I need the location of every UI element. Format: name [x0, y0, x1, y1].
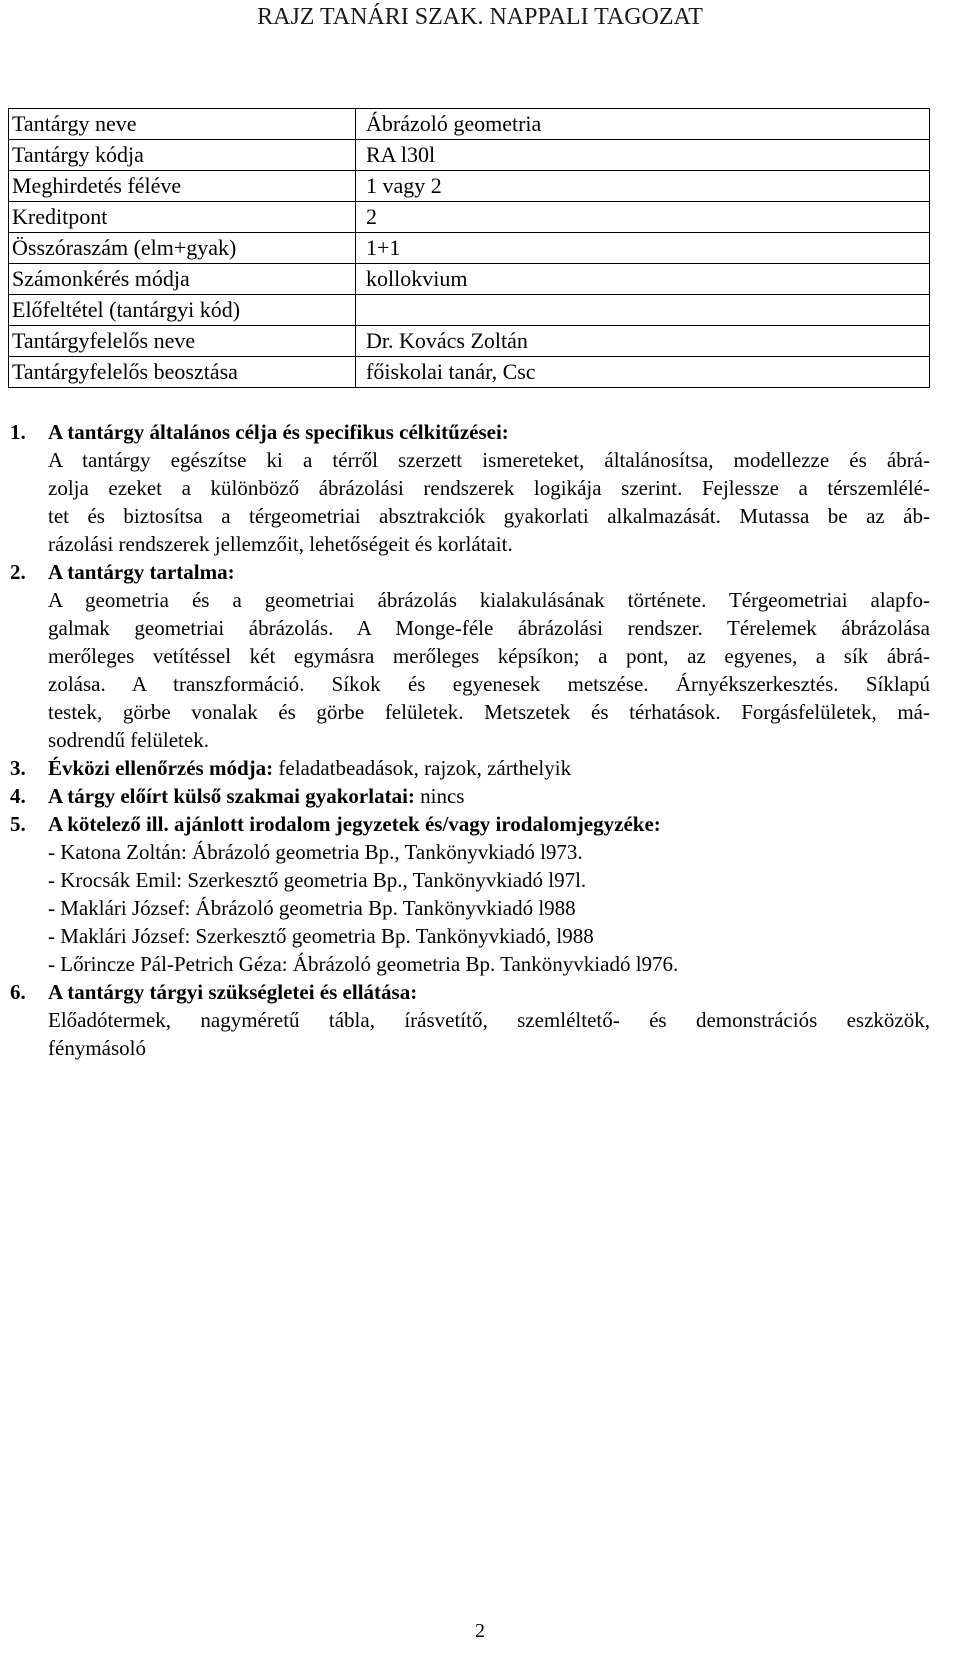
section-text: feladatbeadások, rajzok, zárthelyik — [273, 756, 572, 780]
literature-item: - Maklári József: Szerkesztő geometria Bp. Tankönyvkiadó, l988 — [48, 924, 594, 948]
row-label: Tantárgy kódja — [9, 140, 356, 171]
table-row — [9, 326, 930, 357]
table-row — [9, 264, 930, 295]
table-row — [9, 140, 930, 171]
paragraph-line: sodrendű felületek. — [48, 728, 209, 752]
table-row — [9, 171, 930, 202]
section-number: 3. — [10, 756, 26, 780]
section-number: 2. — [10, 560, 26, 584]
row-label: Tantárgyfelelős beosztása — [9, 357, 356, 388]
page-number: 2 — [475, 1620, 485, 1642]
literature-item: - Maklári József: Ábrázoló geometria Bp. Tankönyvkiadó l988 — [48, 896, 576, 920]
table-row — [9, 357, 930, 388]
section-3-heading — [10, 754, 571, 782]
section-number: 5. — [10, 812, 26, 836]
section-title: A tantárgy tárgyi szükségletei és ellátása: — [48, 980, 418, 1004]
row-label: Összóraszám (elm+gyak) — [9, 233, 356, 264]
section-2-heading — [10, 558, 235, 586]
section-title: A tantárgy tartalma: — [48, 560, 235, 584]
row-value: RA l30l — [356, 140, 930, 171]
section-5-heading — [10, 810, 661, 838]
table-row — [9, 295, 930, 326]
section-title: A tantárgy általános célja és specifikus célkitűzései: — [48, 420, 509, 444]
row-value: főiskolai tanár, Csc — [356, 357, 930, 388]
paragraph-line: rázolási rendszerek jellemzőit, lehetőségeit és korlátait. — [48, 532, 513, 556]
section-4-heading — [10, 782, 464, 810]
row-label: Tantárgyfelelős neve — [9, 326, 356, 357]
course-info-table — [8, 108, 930, 388]
row-label: Kreditpont — [9, 202, 356, 233]
literature-item: - Katona Zoltán: Ábrázoló geometria Bp., Tankönyvkiadó l973. — [48, 840, 583, 864]
table-row — [9, 109, 930, 140]
section-text: nincs — [414, 784, 465, 808]
paragraph-line: zolása. A transzformáció. Síkok és egyenesek metszése. Árnyékszerkesztés. Síklapú — [48, 672, 930, 696]
table-row — [9, 202, 930, 233]
paragraph-line: A tantárgy egészítse ki a térről szerzett ismereteket, általánosítsa, modellezze és ábrá- — [48, 448, 930, 472]
section-title: Évközi ellenőrzés módja: — [48, 756, 274, 780]
section-number: 1. — [10, 420, 26, 444]
section-1-heading — [10, 418, 509, 446]
section-6-heading — [10, 978, 417, 1006]
paragraph-line: zolja ezeket a különböző ábrázolási rendszerek logikája szerint. Fejlessze a térszemlélé- — [48, 476, 930, 500]
paragraph-line: A geometria és a geometriai ábrázolás kialakulásának története. Térgeometriai alapfo- — [48, 588, 930, 612]
row-value — [356, 295, 930, 326]
row-value: kollokvium — [356, 264, 930, 295]
literature-item: - Krocsák Emil: Szerkesztő geometria Bp., Tankönyvkiadó l97l. — [48, 868, 587, 892]
row-value: Ábrázoló geometria — [356, 109, 930, 140]
section-number: 4. — [10, 784, 26, 808]
paragraph-line: merőleges vetítéssel két egymásra merőleges képsíkon; a pont, az egyenes, a sík ábrá- — [48, 644, 930, 668]
section-title: A kötelező ill. ajánlott irodalom jegyzetek és/vagy irodalomjegyzéke: — [48, 812, 661, 836]
row-label: Előfeltétel (tantárgyi kód) — [9, 295, 356, 326]
page-header: RAJZ TANÁRI SZAK. NAPPALI TAGOZAT — [257, 4, 703, 30]
section-title: A tárgy előírt külső szakmai gyakorlatai: — [48, 784, 415, 808]
section-number: 6. — [10, 980, 26, 1004]
row-label: Meghirdetés féléve — [9, 171, 356, 202]
row-value: 1+1 — [356, 233, 930, 264]
paragraph-line: Előadótermek, nagyméretű tábla, írásvetítő, szemléltető- és demonstrációs eszközök, — [48, 1008, 930, 1032]
paragraph-line: tet és biztosítsa a térgeometriai absztrakciók gyakorlati alkalmazását. Mutassa be az áb- — [48, 504, 930, 528]
literature-item: - Lőrincze Pál-Petrich Géza: Ábrázoló geometria Bp. Tankönyvkiadó l976. — [48, 952, 679, 976]
row-value: 1 vagy 2 — [356, 171, 930, 202]
row-label: Tantárgy neve — [9, 109, 356, 140]
paragraph-line: testek, görbe vonalak és görbe felületek. Metszetek és térhatások. Forgásfelületek, má- — [48, 700, 930, 724]
row-value: 2 — [356, 202, 930, 233]
paragraph-line: galmak geometriai ábrázolás. A Monge-féle ábrázolási rendszer. Térelemek ábrázolása — [48, 616, 930, 640]
table-row — [9, 233, 930, 264]
row-label: Számonkérés módja — [9, 264, 356, 295]
paragraph-line: fénymásoló — [48, 1036, 146, 1060]
row-value: Dr. Kovács Zoltán — [356, 326, 930, 357]
